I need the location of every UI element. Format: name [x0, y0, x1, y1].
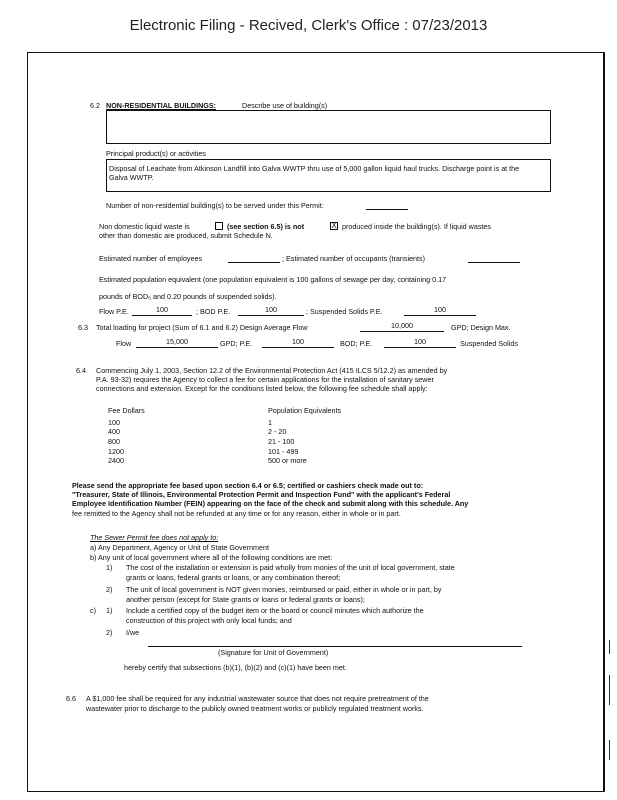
- flow-label: Flow: [116, 339, 132, 348]
- design-flow-value[interactable]: 10,000: [391, 321, 413, 330]
- fee-text: connections and extension. Except for the conditions listed below, the following fee schedule shall apply:: [96, 384, 428, 393]
- gpd-pe-label: GPD; P.E.: [220, 339, 253, 348]
- fee-1000-text: A $1,000 fee shall be required for any industrial wastewater source that does not require pretreatment of the: [86, 694, 429, 703]
- employees-label: Estimated number of employees: [99, 254, 203, 263]
- flow-pe-label: Flow P.E.: [99, 307, 129, 316]
- exempt-item-text: Include a certified copy of the budget item or the board or council minutes which authorize the: [126, 606, 424, 615]
- design-flow-line: [360, 331, 444, 332]
- fee-value: 100: [108, 418, 120, 427]
- bod-label: BOD; P.E.: [340, 339, 373, 348]
- filing-header: Electronic Filing - Recived, Clerk's Office : 07/23/2013: [129, 17, 488, 34]
- exempt-item-text: construction of this project with only local funds; and: [126, 616, 292, 625]
- fee-1000-text: wastewater prior to discharge to the publicly owned treatment works or publicly regulated treatment works.: [86, 704, 424, 713]
- exempt-item-num: 2): [106, 628, 113, 637]
- exempt-c: c): [90, 606, 96, 615]
- occupants-line[interactable]: [468, 262, 520, 263]
- loading-text: Total loading for project (Sum of 6.1 and 6.2) Design Average Flow: [96, 323, 308, 332]
- exempt-item-text: grants or loans, federal grants or loans, or any combination thereof;: [126, 573, 341, 582]
- exempt-b: b) Any unit of local government where all of the following conditions are met:: [90, 553, 333, 562]
- bod-line: [384, 347, 456, 348]
- flow-pe-line: [132, 315, 192, 316]
- is-checkbox[interactable]: [215, 222, 223, 230]
- certify-text: hereby certify that subsections (b)(1), (b)(2) and (c)(1) have been met.: [124, 663, 347, 672]
- principal-text: Disposal of Leachate from Atkinson Landfill into Galva WWTP thru use of 5,000 gallon liquid haul trucks. Discharge point is at the Galva WWTP.: [109, 164, 520, 183]
- fee-header: Fee Dollars: [108, 406, 145, 415]
- nondomestic-text: Non domestic liquid waste is: [99, 222, 190, 231]
- scan-mark: [609, 640, 610, 654]
- fee-text: P.A. 93-32) requires the Agency to collect a fee for certain applications for the installation of sanitary sewer: [96, 375, 434, 384]
- ss-label: Suspended Solids: [460, 339, 518, 348]
- principal-label: Principal product(s) or activities: [106, 149, 206, 158]
- section-number: 6.4: [76, 366, 86, 375]
- nondomestic-text: produced inside the building(s). If liquid wastes: [342, 222, 492, 231]
- section-title-tail: Describe use of building(s): [242, 101, 328, 110]
- section-number: 6.2: [90, 101, 100, 110]
- nondomestic-text: (see section 6.5) is not: [227, 222, 305, 231]
- fee-notice: fee remitted to the Agency shall not be refunded at any time or for any reason, either in whole or in part.: [72, 509, 401, 518]
- exempt-title: The Sewer Permit fee does not apply to:: [90, 533, 219, 542]
- section-title: NON-RESIDENTIAL BUILDINGS:: [106, 101, 217, 110]
- flow-pe-value[interactable]: 100: [156, 305, 168, 314]
- fee-value: 1200: [108, 447, 124, 456]
- fee-notice: Please send the appropriate fee based upon section 6.4 or 6.5; certified or cashiers check made out to:: [72, 481, 424, 490]
- exempt-item-num: 1): [106, 563, 113, 572]
- occupants-label: ; Estimated number of occupants (transients): [282, 254, 426, 263]
- scan-mark: [609, 740, 610, 760]
- num-buildings-line[interactable]: [366, 209, 408, 210]
- ss-pe-label: ; Suspended Solids P.E.: [306, 307, 383, 316]
- exempt-item-num: 1): [106, 606, 113, 615]
- fee-value: 2400: [108, 456, 124, 465]
- pop-value: 500 or more: [268, 456, 307, 465]
- ss-pe-line: [404, 315, 476, 316]
- pop-value: 21 - 100: [268, 437, 295, 446]
- section-number: 6.6: [66, 694, 76, 703]
- section-number: 6.3: [78, 323, 88, 332]
- building-use-box[interactable]: [106, 110, 551, 144]
- fee-value: 400: [108, 427, 120, 436]
- exempt-item-text: The cost of the installation or extension is paid wholly from monies of the unit of local government, state: [126, 563, 455, 572]
- pe-value[interactable]: 100: [292, 337, 304, 346]
- pop-header: Population Equivalents: [268, 406, 342, 415]
- pop-eq-text: Estimated population equivalent (one population equivalent is 100 gallons of sewage per day, containing 0.17: [99, 275, 447, 284]
- flow-value[interactable]: 15,000: [166, 337, 188, 346]
- pop-value: 101 - 499: [268, 447, 299, 456]
- exempt-item-num: 2): [106, 585, 113, 594]
- fee-notice: Employee Identification Number (FEIN) appearing on the face of the check and submit along with this schedule. Any: [72, 499, 469, 508]
- pop-value: 2 - 20: [268, 427, 287, 436]
- bod-value[interactable]: 100: [414, 337, 426, 346]
- signature-label: (Signature for Unit of Government): [218, 648, 329, 657]
- exempt-item-text: The unit of local government is NOT given monies, reimbursed or paid, either in whole or in part, by: [126, 585, 442, 594]
- fee-value: 800: [108, 437, 120, 446]
- exempt-item-text: another person (except for State grants or loans or federal grants or loans);: [126, 595, 365, 604]
- exempt-item-text: I/we: [126, 628, 140, 637]
- num-buildings-label: Number of non-residential building(s) to be served under this Permit:: [106, 201, 324, 210]
- bod-pe-label: ; BOD P.E.: [196, 307, 231, 316]
- is-not-checkbox[interactable]: X: [331, 221, 337, 230]
- pop-eq-text: pounds of BOD₅ and 0.20 pounds of suspended solids).: [99, 292, 277, 301]
- flow-line: [136, 347, 218, 348]
- scan-mark: [609, 675, 610, 705]
- pop-value: 1: [268, 418, 272, 427]
- fee-text: Commencing July 1, 2003, Section 12.2 of the Environmental Protection Act (415 ILCS 5/12.2) as amended by: [96, 366, 448, 375]
- signature-line[interactable]: [148, 646, 522, 647]
- pe-line: [262, 347, 334, 348]
- fee-notice: "Treasurer, State of Illinois, Environmental Protection Permit and Inspection Fund" with the applicant's Federal: [72, 490, 451, 499]
- bod-pe-line: [238, 315, 304, 316]
- employees-line[interactable]: [228, 262, 280, 263]
- ss-pe-value[interactable]: 100: [434, 305, 446, 314]
- gpd-design-label: GPD; Design Max.: [451, 323, 511, 332]
- bod-pe-value[interactable]: 100: [265, 305, 277, 314]
- nondomestic-text: other than domestic are produced, submit Schedule N.: [99, 231, 273, 240]
- exempt-a: a) Any Department, Agency or Unit of State Government: [90, 543, 269, 552]
